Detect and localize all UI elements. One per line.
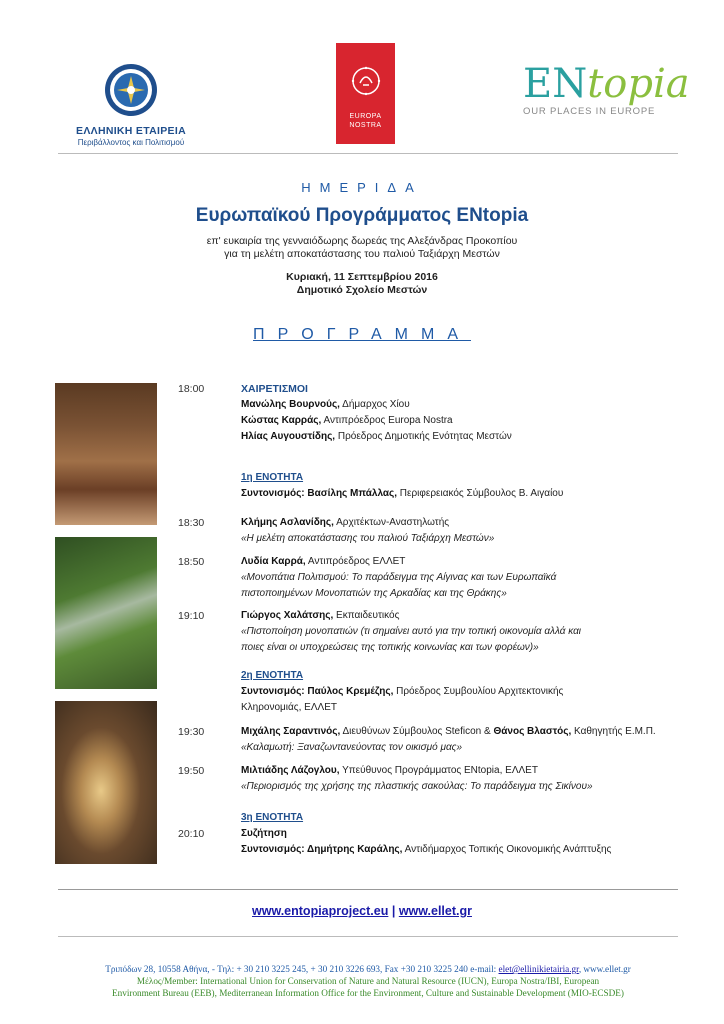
talk-3: Γιώργος Χαλάτσης, Εκπαιδευτικός «Πιστοποίηση μονοπατιών (τι σημαίνει αυτό για την τοπική οικονομία αλλά και ποιες είναι οι υποχρεώσεις της τοπικής κοινωνίας και των φορέων)»: [241, 610, 582, 653]
time-1950: 19:50: [178, 765, 205, 777]
entopia-logo: [523, 61, 690, 142]
section-2-moderator: Συντονισμός: Παύλος Κρεμέζης, Πρόεδρος Συμβουλίου Αρχιτεκτονικής: [241, 686, 564, 697]
footer-divider-2: [58, 936, 678, 937]
entopia-wordmark: ENtopia: [523, 61, 690, 107]
europa-nostra-emblem-icon: [346, 61, 386, 101]
church-interior-photo: [55, 383, 157, 525]
footer-contact: Τριπόδων 28, 10558 Αθήνα, - Τηλ: + 30 210 3225 245, + 30 210 3226 693, Fax +30 210 3225 240 e-mail: elet@ellinikietairia.gr, www.ellet.gr Μέλος/Member: International Union for Conservation of Nature and Natural Resource (IUCN), Europa Nostra/IBI, European Environment Bureau (EEB), Mediterranean Information Office for the Environment, Culture and Sustainable Development (MIO-ECSDE): [105, 964, 631, 998]
entopia-link[interactable]: www.entopiaproject.eu: [252, 904, 389, 918]
talk-1: Κλήμης Ασλανίδης, Αρχιτέκτων-Αναστηλωτής «Η μελέτη αποκατάστασης του παλιού Ταξιάρχη Μεστών»: [241, 517, 495, 544]
programma-heading: ΠΡΟΓΡΑΜΜΑ: [253, 326, 471, 343]
ellet-subtitle: Περιβάλλοντος και Πολιτισμού: [77, 138, 185, 147]
section-1: [241, 470, 661, 502]
event-date-venue: [0, 271, 724, 297]
subtitle: επ' ευκαιρία της γενναιόδωρης δωρεάς της Αλεξάνδρας Προκοπίου για τη μελέτη αποκατάστασης του παλιού Ταξιάρχη Μεστών: [206, 235, 518, 260]
time-1850: 18:50: [178, 556, 205, 568]
event-date: Κυριακή, 11 Σεπτεμβρίου 2016: [286, 271, 438, 283]
page-title: Ευρωπαϊκού Προγράμματος ENtopia: [195, 205, 529, 226]
section-1-moderator: Συντονισμός: Βασίλης Μπάλλας, Περιφερειακός Σύμβουλος Β. Αιγαίου: [241, 488, 564, 499]
nostra-label: NOSTRA: [349, 122, 382, 129]
header-divider: [58, 153, 678, 154]
time-1800: 18:00: [178, 383, 205, 395]
list-item: Ηλίας Αυγουστίδης, Πρόεδρος Δημοτικής Ενότητας Μεστών: [241, 431, 512, 442]
imerida-heading: ΗΜΕΡΙΔΑ: [301, 180, 423, 195]
footer-divider: [58, 889, 678, 890]
greetings-block: [241, 381, 661, 445]
list-item: Μανώλης Βουρνούς, Δήμαρχος Χίου: [241, 399, 410, 410]
section-1-heading: 1η ΕΝΟΤΗΤΑ: [241, 472, 304, 483]
section-2: 2η ΕΝΟΤΗΤΑ Συντονισμός: Παύλος Κρεμέζης, Πρόεδρος Συμβουλίου Αρχιτεκτονικής Κληρονομιάς, ΕΛΛΕΤ: [241, 668, 661, 716]
section-3-heading: 3η ΕΝΟΤΗΤΑ: [241, 812, 304, 823]
time-1830: 18:30: [178, 517, 205, 529]
greetings-heading: ΧΑΙΡΕΤΙΣΜΟΙ: [241, 383, 308, 395]
time-1930: 19:30: [178, 726, 205, 738]
talk-2: Λυδία Καρρά, Αντιπρόεδρος ΕΛΛΕΤ «Μονοπάτια Πολιτισμού: Το παράδειγμα της Αίγινας και των Ευρωπαϊκά πιστοποιημένων Μονοπατιών της Αρκαδίας και της Θράκης»: [241, 556, 557, 599]
ellet-logo: [66, 62, 196, 148]
time-2010: 20:10: [178, 828, 205, 840]
waterfall-photo: [55, 537, 157, 689]
website-links: www.entopiaproject.eu | www.ellet.gr: [252, 904, 472, 918]
event-venue: Δημοτικό Σχολείο Μεστών: [296, 284, 428, 296]
europa-label: EUROPA: [349, 113, 382, 120]
ellet-link[interactable]: www.ellet.gr: [398, 904, 472, 918]
discussion-block: Συζήτηση Συντονισμός: Δημήτρης Καράλης, Αντιδήμαρχος Τοπικής Οικονομικής Ανάπτυξης: [241, 828, 612, 855]
talk-5: Μιλτιάδης Λάζογλου, Υπεύθυνος Προγράμματος ENtopia, ΕΛΛΕΤ «Περιορισμός της χρήσης της πλαστικής σακούλας: Το παράδειγμα της Σικίνου»: [241, 765, 593, 792]
time-1910: 19:10: [178, 610, 205, 622]
section-3: [241, 810, 661, 826]
ellet-name: ΕΛΛΗΝΙΚΗ ΕΤΑΙΡΕΙΑ: [76, 125, 186, 137]
ellet-emblem-icon: [103, 62, 159, 118]
entopia-tagline: OUR PLACES IN EUROPE: [523, 106, 656, 117]
email-link[interactable]: elet@ellinikietairia.gr: [498, 964, 579, 974]
section-2-heading: 2η ΕΝΟΤΗΤΑ: [241, 670, 304, 681]
stone-archway-photo: [55, 701, 157, 864]
list-item: Κώστας Καρράς, Αντιπρόεδρος Europa Nostra: [241, 415, 453, 426]
europa-nostra-logo: [336, 43, 395, 144]
talk-4: Μιχάλης Σαραντινός, Διευθύνων Σύμβουλος Steficon & Θάνος Βλαστός, Καθηγητής Ε.Μ.Π. «Καλαμωτή: Ξαναζωντανεύοντας τον οικισμό μας»: [241, 726, 656, 753]
